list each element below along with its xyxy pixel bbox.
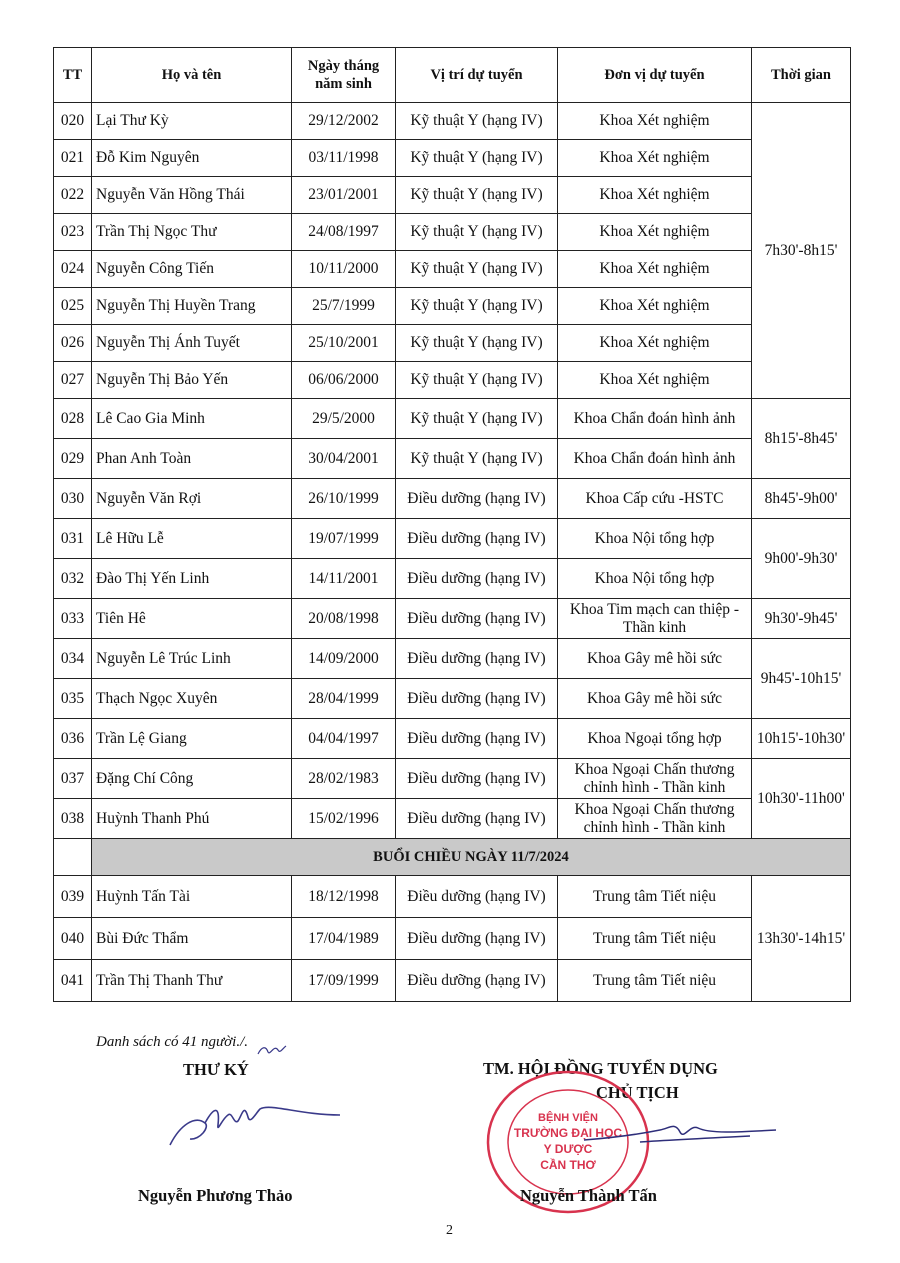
- row-unit: Khoa Cấp cứu -HSTC: [558, 479, 752, 519]
- row-dob: 24/08/1997: [292, 214, 396, 251]
- row-name: Lê Cao Gia Minh: [92, 399, 292, 439]
- secretary-name: Nguyễn Phương Thảo: [138, 1186, 293, 1205]
- row-unit: Trung tâm Tiết niệu: [558, 918, 752, 960]
- row-unit: Khoa Xét nghiệm: [558, 214, 752, 251]
- header-position: Vị trí dự tuyển: [396, 48, 558, 103]
- secretary-signature: [160, 1095, 360, 1155]
- table-row: [54, 439, 851, 479]
- row-tt: 038: [54, 799, 92, 839]
- table-row: [54, 559, 851, 599]
- list-count-note: Danh sách có 41 người./.: [96, 1034, 249, 1050]
- row-tt: 033: [54, 599, 92, 639]
- time-slot: 10h30'-11h00': [752, 759, 851, 839]
- council-title: TM. HỘI ĐỒNG TUYỂN DỤNG: [483, 1059, 718, 1078]
- row-name: Lê Hữu Lễ: [92, 519, 292, 559]
- row-dob: 14/11/2001: [292, 559, 396, 599]
- time-slot: 8h15'-8h45': [752, 399, 851, 479]
- time-slot: 9h30'-9h45': [752, 599, 851, 639]
- table-row: [54, 251, 851, 288]
- row-position: Điều dưỡng (hạng IV): [396, 960, 558, 1002]
- candidate-table: [53, 47, 851, 1002]
- table-row: [54, 960, 851, 1002]
- session-label: BUỔI CHIỀU NGÀY 11/7/2024: [92, 839, 851, 876]
- seal-line-2: TRƯỜNG ĐẠI HỌC: [513, 1126, 623, 1140]
- row-name: Trần Lệ Giang: [92, 719, 292, 759]
- row-unit: Trung tâm Tiết niệu: [558, 960, 752, 1002]
- row-name: Phan Anh Toàn: [92, 439, 292, 479]
- row-unit: Khoa Ngoại Chấn thương chỉnh hình - Thần kinh: [558, 799, 752, 839]
- row-dob: 28/04/1999: [292, 679, 396, 719]
- row-position: Điều dưỡng (hạng IV): [396, 719, 558, 759]
- row-dob: 03/11/1998: [292, 140, 396, 177]
- time-slot: 9h00'-9h30': [752, 519, 851, 599]
- row-position: Kỹ thuật Y (hạng IV): [396, 399, 558, 439]
- row-dob: 14/09/2000: [292, 639, 396, 679]
- row-tt: 039: [54, 876, 92, 918]
- row-dob: 25/7/1999: [292, 288, 396, 325]
- chair-signature: [580, 1112, 780, 1152]
- row-name: Huỳnh Tấn Tài: [92, 876, 292, 918]
- row-position: Kỹ thuật Y (hạng IV): [396, 362, 558, 399]
- header-tt: TT: [54, 48, 92, 103]
- row-position: Kỹ thuật Y (hạng IV): [396, 288, 558, 325]
- row-position: Điều dưỡng (hạng IV): [396, 759, 558, 799]
- row-name: Thạch Ngọc Xuyên: [92, 679, 292, 719]
- row-tt: 031: [54, 519, 92, 559]
- row-name: Bùi Đức Thẩm: [92, 918, 292, 960]
- row-position: Kỹ thuật Y (hạng IV): [396, 325, 558, 362]
- row-dob: 17/04/1989: [292, 918, 396, 960]
- row-unit: Khoa Tim mạch can thiệp - Thần kinh: [558, 599, 752, 639]
- header-unit: Đơn vị dự tuyển: [558, 48, 752, 103]
- table-row: [54, 719, 851, 759]
- row-unit: Khoa Xét nghiệm: [558, 177, 752, 214]
- row-unit: Khoa Nội tổng hợp: [558, 559, 752, 599]
- row-tt: 035: [54, 679, 92, 719]
- row-name: Lại Thư Kỳ: [92, 103, 292, 140]
- row-tt: 030: [54, 479, 92, 519]
- table-row: [54, 519, 851, 559]
- row-dob: 18/12/1998: [292, 876, 396, 918]
- row-name: Đặng Chí Công: [92, 759, 292, 799]
- row-tt: 021: [54, 140, 92, 177]
- row-dob: 29/5/2000: [292, 399, 396, 439]
- row-position: Kỹ thuật Y (hạng IV): [396, 439, 558, 479]
- header-row: [54, 48, 851, 103]
- row-unit: Khoa Xét nghiệm: [558, 288, 752, 325]
- row-tt: 027: [54, 362, 92, 399]
- header-time: Thời gian: [752, 48, 851, 103]
- row-tt: 020: [54, 103, 92, 140]
- row-position: Điều dưỡng (hạng IV): [396, 479, 558, 519]
- row-position: Điều dưỡng (hạng IV): [396, 876, 558, 918]
- row-tt: 036: [54, 719, 92, 759]
- table-row: [54, 479, 851, 519]
- row-name: Tiên Hê: [92, 599, 292, 639]
- row-dob: 17/09/1999: [292, 960, 396, 1002]
- row-position: Điều dưỡng (hạng IV): [396, 599, 558, 639]
- table-row: [54, 325, 851, 362]
- row-name: Nguyễn Văn Hồng Thái: [92, 177, 292, 214]
- row-tt: 024: [54, 251, 92, 288]
- session-row: [54, 839, 851, 876]
- row-name: Nguyễn Thị Ánh Tuyết: [92, 325, 292, 362]
- row-name: Trần Thị Ngọc Thư: [92, 214, 292, 251]
- row-unit: Khoa Chẩn đoán hình ảnh: [558, 399, 752, 439]
- row-unit: Khoa Ngoại tổng hợp: [558, 719, 752, 759]
- row-tt: 032: [54, 559, 92, 599]
- row-unit: Khoa Xét nghiệm: [558, 103, 752, 140]
- row-name: Đỗ Kim Nguyên: [92, 140, 292, 177]
- chair-title: CHỦ TỊCH: [596, 1083, 679, 1102]
- row-dob: 25/10/2001: [292, 325, 396, 362]
- chair-name: Nguyễn Thành Tấn: [520, 1186, 657, 1205]
- row-tt: 023: [54, 214, 92, 251]
- row-name: Nguyễn Lê Trúc Linh: [92, 639, 292, 679]
- row-position: Điều dưỡng (hạng IV): [396, 559, 558, 599]
- secretary-initial-mark: [256, 1040, 288, 1062]
- table-row: [54, 103, 851, 140]
- row-position: Điều dưỡng (hạng IV): [396, 639, 558, 679]
- row-unit: Trung tâm Tiết niệu: [558, 876, 752, 918]
- secretary-title: THƯ KÝ: [183, 1060, 249, 1079]
- header-name: Họ và tên: [92, 48, 292, 103]
- row-dob: 20/08/1998: [292, 599, 396, 639]
- table-row: [54, 918, 851, 960]
- row-tt: 028: [54, 399, 92, 439]
- row-name: Nguyễn Văn Rợi: [92, 479, 292, 519]
- row-unit: Khoa Chẩn đoán hình ảnh: [558, 439, 752, 479]
- row-tt: 029: [54, 439, 92, 479]
- table-row: [54, 799, 851, 839]
- row-name: Nguyễn Thị Huyền Trang: [92, 288, 292, 325]
- row-tt: 022: [54, 177, 92, 214]
- table-row: [54, 362, 851, 399]
- table-row: [54, 759, 851, 799]
- table-row: [54, 639, 851, 679]
- row-position: Điều dưỡng (hạng IV): [396, 799, 558, 839]
- row-dob: 28/02/1983: [292, 759, 396, 799]
- table-row: [54, 399, 851, 439]
- time-slot: 7h30'-8h15': [752, 103, 851, 399]
- row-position: Kỹ thuật Y (hạng IV): [396, 214, 558, 251]
- table-row: [54, 288, 851, 325]
- row-name: Huỳnh Thanh Phú: [92, 799, 292, 839]
- time-slot: 9h45'-10h15': [752, 639, 851, 719]
- table-row: [54, 679, 851, 719]
- row-tt: 026: [54, 325, 92, 362]
- row-position: Kỹ thuật Y (hạng IV): [396, 251, 558, 288]
- time-slot: 10h15'-10h30': [752, 719, 851, 759]
- row-dob: 23/01/2001: [292, 177, 396, 214]
- row-dob: 15/02/1996: [292, 799, 396, 839]
- row-name: Trần Thị Thanh Thư: [92, 960, 292, 1002]
- row-name: Nguyễn Thị Bảo Yến: [92, 362, 292, 399]
- row-tt: 040: [54, 918, 92, 960]
- row-unit: Khoa Xét nghiệm: [558, 362, 752, 399]
- row-unit: Khoa Nội tổng hợp: [558, 519, 752, 559]
- page-number: 2: [446, 1223, 453, 1238]
- row-unit: Khoa Xét nghiệm: [558, 325, 752, 362]
- row-position: Điều dưỡng (hạng IV): [396, 918, 558, 960]
- row-unit: Khoa Gây mê hồi sức: [558, 679, 752, 719]
- row-position: Điều dưỡng (hạng IV): [396, 519, 558, 559]
- table-row: [54, 214, 851, 251]
- header-dob: Ngày tháng năm sinh: [292, 48, 396, 103]
- seal-line-3: Y DƯỢC: [543, 1142, 593, 1156]
- row-dob: 19/07/1999: [292, 519, 396, 559]
- row-unit: Khoa Xét nghiệm: [558, 140, 752, 177]
- time-slot: 8h45'-9h00': [752, 479, 851, 519]
- row-unit: Khoa Gây mê hồi sức: [558, 639, 752, 679]
- row-dob: 10/11/2000: [292, 251, 396, 288]
- row-name: Đào Thị Yến Linh: [92, 559, 292, 599]
- table-row: [54, 599, 851, 639]
- row-unit: Khoa Xét nghiệm: [558, 251, 752, 288]
- seal-line-4: CẦN THƠ: [540, 1158, 596, 1172]
- row-position: Kỹ thuật Y (hạng IV): [396, 103, 558, 140]
- session-blank-cell: [54, 839, 92, 876]
- row-dob: 04/04/1997: [292, 719, 396, 759]
- row-dob: 06/06/2000: [292, 362, 396, 399]
- row-position: Điều dưỡng (hạng IV): [396, 679, 558, 719]
- row-dob: 26/10/1999: [292, 479, 396, 519]
- time-slot: 13h30'-14h15': [752, 876, 851, 1002]
- row-dob: 29/12/2002: [292, 103, 396, 140]
- table-row: [54, 876, 851, 918]
- table-row: [54, 140, 851, 177]
- row-name: Nguyễn Công Tiến: [92, 251, 292, 288]
- seal-line-1: BỆNH VIỆN: [538, 1112, 598, 1124]
- row-tt: 034: [54, 639, 92, 679]
- row-tt: 041: [54, 960, 92, 1002]
- row-position: Kỹ thuật Y (hạng IV): [396, 177, 558, 214]
- row-tt: 025: [54, 288, 92, 325]
- row-dob: 30/04/2001: [292, 439, 396, 479]
- table-row: [54, 177, 851, 214]
- row-position: Kỹ thuật Y (hạng IV): [396, 140, 558, 177]
- row-unit: Khoa Ngoại Chấn thương chỉnh hình - Thần kinh: [558, 759, 752, 799]
- row-tt: 037: [54, 759, 92, 799]
